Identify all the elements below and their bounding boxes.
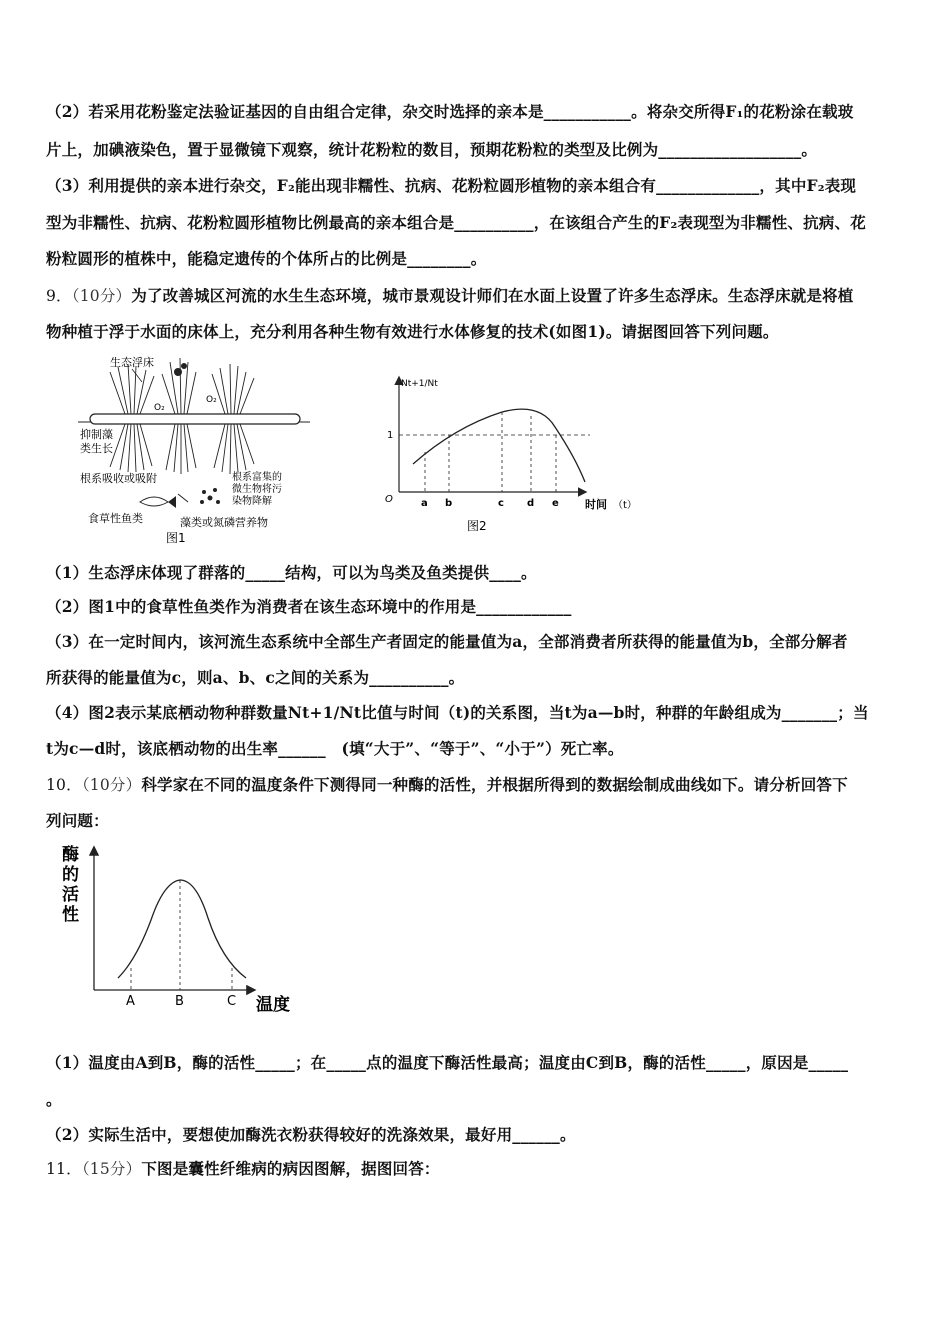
fig1-bed-pad	[90, 414, 300, 424]
q10-stem: 科学家在不同的温度条件下测得同一种酶的活性，并根据所得到的数据绘制成曲线如下。请分析回答下	[141, 775, 848, 794]
fig2-origin: O	[385, 494, 393, 505]
q9-score: （10分）	[71, 287, 132, 305]
fig1-arrow-icon	[178, 494, 188, 502]
enzyme-x-label: 温度	[256, 995, 290, 1015]
q10-number: 10．	[46, 776, 82, 794]
fig1-label-micro-1: 根系富集的	[232, 472, 282, 483]
q10-part1-line1: （1）温度由A到B，酶的活性_____；在_____点的温度下酶活性最高；温度由C到B，酶的活性_____，原因是_____	[46, 1053, 849, 1072]
q11-number: 11．	[46, 1160, 82, 1178]
enzyme-x-tick-a: A	[126, 994, 135, 1009]
enzyme-y-label-1: 酶	[62, 845, 79, 865]
q11-heading	[46, 1158, 908, 1180]
fig1-nutrient-dots-icon	[200, 488, 220, 504]
fig1-label-o2: O₂	[154, 403, 165, 413]
q9-part3-line1: （3）在一定时间内，该河流生态系统中全部生产者固定的能量值为a，全部消费者所获得的能量值为b，全部分解者	[46, 632, 848, 651]
q9-stem: 为了改善城区河流的水生生态环境，城市景观设计师们在水面上设置了许多生态浮床。生态浮床就是将植	[131, 286, 854, 305]
q8-part3-line3: 粉粒圆形的植株中，能稳定遗传的个体所占的比例是________。	[46, 249, 487, 268]
fig2-curve	[413, 409, 585, 482]
fig2-x-tick-b: b	[445, 498, 453, 509]
q8-part2-line2: 片上，加碘液染色，置于显微镜下观察，统计花粉粒的数目，预期花粉粒的类型及比例为__________________。	[46, 140, 818, 159]
fig1-label-o2: O₂	[206, 395, 217, 405]
fig1-flower-icon	[181, 363, 187, 369]
fig1-label-fish: 食草性鱼类	[88, 512, 143, 525]
fig1-fish-tail-icon	[168, 496, 176, 508]
q9-part4-line2: t为c—d时，该底栖动物的出生率______ (填“大于”、“等于”、“小于”）死亡率。	[46, 739, 624, 758]
q11-score: （15分）	[81, 1160, 142, 1178]
q8-part2-line1: （2）若采用花粉鉴定法验证基因的自由组合定律，杂交时选择的亲本是___________。将杂交所得F₁的花粉涂在载玻	[46, 102, 854, 121]
fig1-label-nutrient: 藻类或氮磷营养物	[180, 516, 268, 529]
figure-2-population-curve	[375, 372, 655, 542]
figure-enzyme-activity	[56, 840, 316, 1020]
enzyme-y-label-4: 性	[62, 905, 79, 925]
fig2-guides	[425, 412, 556, 492]
fig2-x-tick-a: a	[421, 498, 428, 509]
q10-heading	[46, 774, 908, 796]
fig1-label-algae-2: 类生长	[80, 442, 113, 455]
q10-stem-line2: 列问题：	[46, 811, 109, 830]
q8-part3-line1: （3）利用提供的亲本进行杂交，F₂能出现非糯性、抗病、花粉粒圆形植物的亲本组合有_____________，其中F₂表现	[46, 176, 857, 195]
fig2-x-tick-c: c	[498, 498, 504, 509]
figure-1-floating-bed	[70, 352, 320, 552]
q10-score: （10分）	[81, 776, 142, 794]
fig2-x-unit: （t）	[613, 500, 637, 511]
fig2-y-label: Nt+1/Nt	[401, 379, 438, 389]
q9-stem-line2: 物种植于浮于水面的床体上，充分利用各种生物有效进行水体修复的技术(如图1)。请据图回答下列问题。	[46, 322, 779, 341]
q9-part4-line1: （4）图2表示某底栖动物种群数量Nt+1/Nt比值与时间（t)的关系图，当t为a—b时，种群的年龄组成为_______；当	[46, 703, 869, 722]
q9-part3-line2: 所获得的能量值为c，则a、b、c之间的关系为__________。	[46, 668, 465, 687]
enzyme-y-label-3: 活	[62, 885, 79, 905]
q9-heading	[46, 285, 908, 307]
fig1-label-root: 根系吸收或吸附	[80, 472, 157, 485]
enzyme-y-label-2: 的	[62, 865, 79, 885]
fig2-x-label: 时间	[585, 498, 607, 511]
fig1-fish-icon	[140, 497, 168, 506]
fig1-label-algae-1: 抑制藻	[80, 428, 113, 441]
q10-part1-line2: 。	[46, 1090, 62, 1109]
q9-part1: （1）生态浮床体现了群落的_____结构，可以为鸟类及鱼类提供____。	[46, 563, 537, 582]
fig2-caption: 图2	[467, 519, 487, 533]
fig2-y-tick-1: 1	[387, 430, 394, 441]
enzyme-x-tick-b: B	[175, 994, 184, 1009]
fig1-flower-icon	[174, 368, 182, 376]
fig1-caption: 图1	[166, 531, 186, 545]
q9-part2: （2）图1中的食草性鱼类作为消费者在该生态环境中的作用是____________	[46, 597, 572, 616]
enzyme-guides	[131, 880, 232, 990]
q9-number: 9．	[46, 287, 72, 305]
q8-part3-line2: 型为非糯性、抗病、花粉粒圆形植物比例最高的亲本组合是__________，在该组合产生的F₂表现型为非糯性、抗病、花	[46, 213, 866, 232]
fig2-x-tick-d: d	[527, 498, 535, 509]
enzyme-x-tick-c: C	[227, 994, 237, 1009]
fig1-label-float: 生态浮床	[110, 356, 154, 369]
q11-stem: 下图是囊性纤维病的病因图解，据图回答：	[141, 1159, 440, 1178]
fig1-label-micro-2: 微生物将污	[232, 484, 282, 495]
fig1-label-micro-3: 染物降解	[232, 496, 272, 507]
enzyme-curve	[118, 880, 246, 978]
q10-part2: （2）实际生活中，要想使加酶洗衣粉获得较好的洗涤效果，最好用______。	[46, 1125, 576, 1144]
fig2-x-tick-e: e	[552, 498, 559, 509]
